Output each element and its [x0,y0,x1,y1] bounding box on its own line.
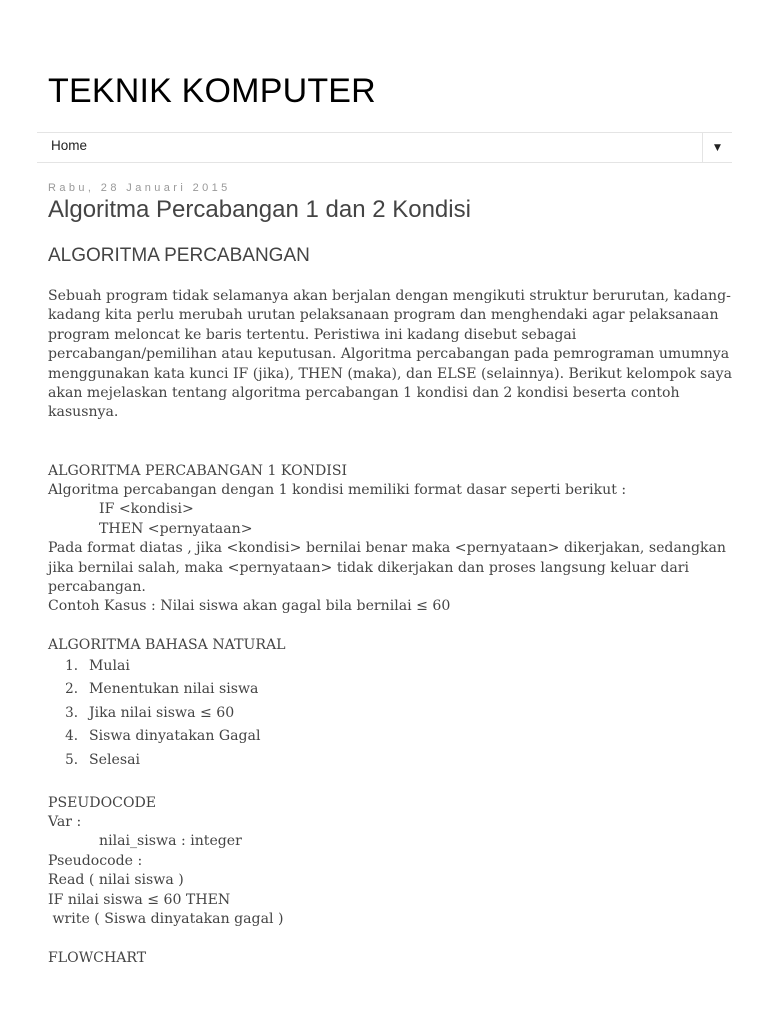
list-item [48,680,738,704]
list-item [48,727,738,751]
format-if-line: IF <kondisi> [99,501,194,518]
one-condition-heading: ALGORITMA PERCABANGAN 1 KONDISI [48,462,348,479]
section-heading: ALGORITMA PERCABANGAN [48,245,310,266]
pseudocode-write-line: write ( Siswa dinyatakan gagal ) [48,911,284,928]
step-number: 3. [65,704,78,721]
list-item [48,704,738,728]
step-number: 2. [65,681,78,698]
pseudocode-label: Pseudocode : [48,852,143,869]
format-intro: Algoritma percabangan dengan 1 kondisi memiliki format dasar seperti berikut : [48,482,627,499]
natural-language-heading: ALGORITMA BAHASA NATURAL [48,637,286,654]
post-title[interactable]: Algoritma Percabangan 1 dan 2 Kondisi [48,196,471,223]
nav-home-link[interactable]: Home [51,138,88,153]
format-explanation: Pada format diatas , jika <kondisi> bernilai benar maka <pernyataan> dikerjakan, sedangkan jika bernilai salah, maka <pernyataan> tidak dikerjakan dan proses langsung keluar dari percabangan. [48,540,726,596]
post-body [48,287,738,968]
blog-title[interactable]: TEKNIK KOMPUTER [48,72,376,110]
intro-paragraph: Sebuah program tidak selamanya akan berjalan dengan mengikuti struktur berurutan, kadang-kadang kita perlu merubah urutan pelaksanaan program dan menghendaki agar pelaksanaan program meloncat ke baris tertentu. Peristiwa ini kadang disebut sebagai percabangan/pemilihan atau keputusan. Algoritma percabangan pada pemrograman umumnya menggunakan kata kunci IF (jika), THEN (maka), dan ELSE (selainnya). Berikut kelompok saya akan mejelaskan tentang algoritma percabangan 1 kondisi dan 2 kondisi beserta contoh kasusnya. [48,288,732,421]
step-text: Selesai [89,751,140,768]
natural-language-steps [48,657,738,775]
list-item [48,657,738,681]
step-number: 1. [65,657,78,674]
step-text: Siswa dinyatakan Gagal [89,728,261,745]
pseudocode-var-decl: nilai_siswa : integer [99,833,242,850]
post-date: Rabu, 28 Januari 2015 [48,182,231,194]
pseudocode-heading: PSEUDOCODE [48,794,157,811]
caret-down-icon: ▼ [714,142,721,153]
step-number: 4. [65,728,78,745]
pseudocode-read-line: Read ( nilai siswa ) [48,872,184,889]
format-then-line: THEN <pernyataan> [99,520,253,537]
example-case: Contoh Kasus : Nilai siswa akan gagal bila bernilai ≤ 60 [48,598,451,615]
nav-dropdown-toggle[interactable] [702,133,732,162]
step-text: Mulai [89,657,130,674]
step-number: 5. [65,751,78,768]
list-item [48,751,738,775]
flowchart-heading: FLOWCHART [48,949,147,966]
nav-bar [37,132,732,163]
pseudocode-if-line: IF nilai siswa ≤ 60 THEN [48,891,231,908]
pseudocode-var-label: Var : [48,813,82,830]
step-text: Jika nilai siswa ≤ 60 [89,704,235,721]
step-text: Menentukan nilai siswa [89,681,259,698]
